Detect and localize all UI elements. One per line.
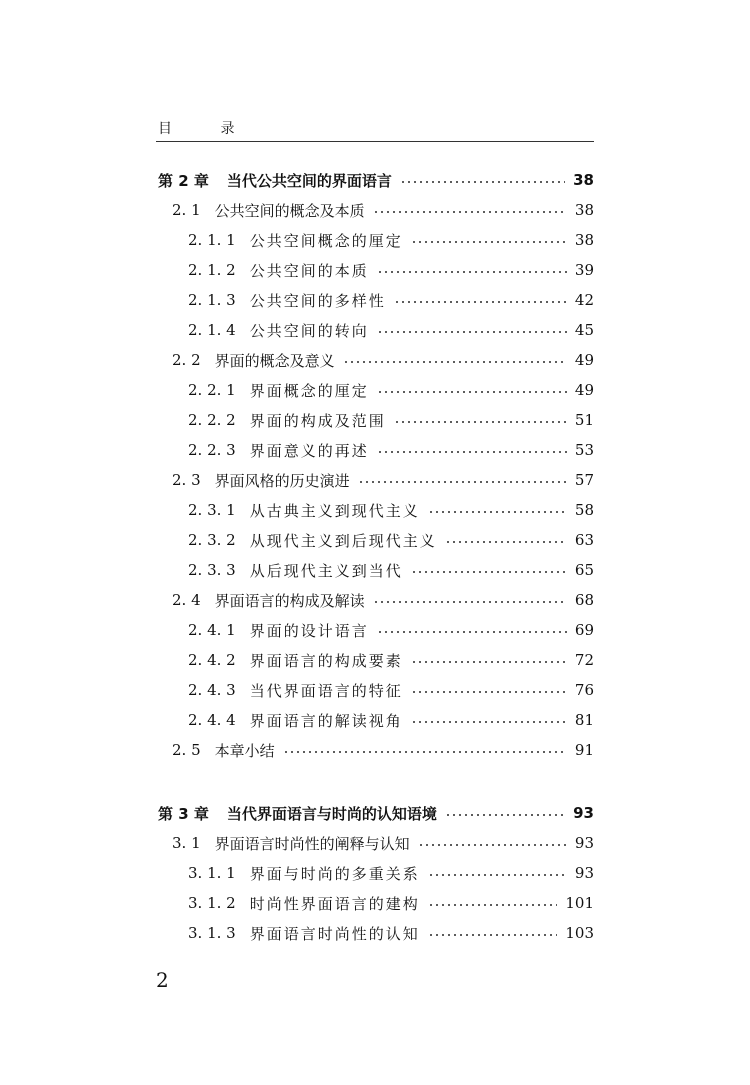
toc-subsection-row[interactable] (0, 918, 750, 948)
toc-entry-page: 38 (574, 231, 594, 249)
toc-subsection-row[interactable] (0, 555, 750, 585)
toc-subsection-row[interactable] (0, 525, 750, 555)
toc-entry-number: 2. 2 (172, 351, 201, 369)
toc-entry-title: 公共空间概念的厘定 (249, 231, 403, 250)
toc-subsection-row[interactable] (0, 495, 750, 525)
toc-entry-page: 58 (574, 501, 594, 519)
dot-leader (428, 904, 558, 906)
toc-entry-title: 界面的构成及范围 (249, 411, 386, 430)
toc-section-row[interactable] (0, 828, 750, 858)
toc-entry-title: 公共空间的多样性 (249, 291, 386, 310)
dot-leader (394, 301, 567, 303)
toc-chapter-row[interactable] (0, 798, 750, 828)
toc-entry-number: 3. 1. 1 (188, 864, 236, 882)
toc-entry-page: 49 (574, 381, 594, 399)
dot-leader (428, 934, 558, 936)
toc-entry-number: 2. 1. 1 (188, 231, 236, 249)
toc-entry-page: 49 (574, 351, 594, 369)
toc-entry-page: 45 (574, 321, 594, 339)
toc-entry-title: 界面语言时尚性的阐释与认知 (214, 834, 410, 853)
toc-entry-page: 93 (574, 864, 594, 882)
toc-subsection-row[interactable] (0, 435, 750, 465)
toc-entry-title: 界面意义的再述 (249, 441, 369, 460)
toc-subsection-row[interactable] (0, 858, 750, 888)
toc-entry-title: 公共空间的概念及本质 (214, 201, 365, 220)
toc-entry-page: 69 (574, 621, 594, 639)
dot-leader (411, 661, 567, 663)
toc-entry-title: 时尚性界面语言的建构 (249, 894, 420, 913)
toc-entry-number: 2. 4 (172, 591, 201, 609)
toc-entry-page: 81 (574, 711, 594, 729)
toc-entry-title: 界面语言时尚性的认知 (249, 924, 420, 943)
dot-leader (418, 844, 567, 846)
page-number: 2 (156, 968, 169, 992)
dot-leader (283, 751, 567, 753)
toc-entry-number: 2. 2. 1 (188, 381, 236, 399)
toc-subsection-row[interactable] (0, 405, 750, 435)
toc-entry-page: 38 (574, 201, 594, 219)
toc-entry-page: 38 (573, 171, 594, 189)
toc-entry-title: 公共空间的转向 (249, 321, 369, 340)
toc-entry-number: 2. 3. 3 (188, 561, 236, 579)
toc-entry-title: 界面与时尚的多重关系 (249, 864, 420, 883)
toc-subsection-row[interactable] (0, 888, 750, 918)
toc-entry-page: 72 (574, 651, 594, 669)
dot-leader (377, 451, 567, 453)
toc-entry-number: 2. 4. 2 (188, 651, 236, 669)
toc-entry-page: 93 (573, 804, 594, 822)
dot-leader (377, 631, 567, 633)
header-rule (156, 141, 594, 142)
toc-entry-number: 2. 2. 3 (188, 441, 236, 459)
toc-entry-title: 从古典主义到现代主义 (249, 501, 420, 520)
toc-entry-title: 界面语言的解读视角 (249, 711, 403, 730)
dot-leader (445, 814, 565, 816)
running-head: 目 录 (158, 121, 257, 137)
dot-leader (394, 421, 567, 423)
toc-subsection-row[interactable] (0, 645, 750, 675)
toc-entry-page: 42 (574, 291, 594, 309)
toc-entry-page: 101 (565, 894, 594, 912)
toc-entry-title: 当代界面语言的特征 (249, 681, 403, 700)
toc-entry-number: 3. 1 (172, 834, 201, 852)
dot-leader (377, 391, 567, 393)
toc-section-row[interactable] (0, 465, 750, 495)
toc-entry-number: 2. 3 (172, 471, 201, 489)
toc-entry-page: 63 (574, 531, 594, 549)
dot-leader (428, 511, 567, 513)
toc-entry-title: 界面的概念及意义 (214, 351, 335, 370)
toc-entry-number: 2. 1. 4 (188, 321, 236, 339)
toc-entry-page: 91 (574, 741, 594, 759)
dot-leader (373, 601, 567, 603)
toc-entry-number: 第 2 章 (158, 171, 209, 190)
toc-subsection-row[interactable] (0, 225, 750, 255)
toc-entry-title: 界面风格的历史演进 (214, 471, 350, 490)
toc-entry-page: 68 (574, 591, 594, 609)
toc-entry-title: 当代公共空间的界面语言 (226, 171, 392, 190)
dot-leader (411, 721, 567, 723)
toc-section-row[interactable] (0, 585, 750, 615)
toc-entry-number: 3. 1. 2 (188, 894, 236, 912)
toc-subsection-row[interactable] (0, 375, 750, 405)
toc-subsection-row[interactable] (0, 615, 750, 645)
dot-leader (400, 181, 565, 183)
toc-entry-number: 2. 1 (172, 201, 201, 219)
toc-entry-page: 76 (574, 681, 594, 699)
toc-entry-title: 界面语言的构成及解读 (214, 591, 365, 610)
toc-subsection-row[interactable] (0, 315, 750, 345)
toc-subsection-row[interactable] (0, 705, 750, 735)
toc-entry-number: 2. 3. 1 (188, 501, 236, 519)
toc-entry-number: 第 3 章 (158, 804, 209, 823)
dot-leader (377, 271, 567, 273)
dot-leader (411, 571, 567, 573)
toc-entry-number: 2. 4. 1 (188, 621, 236, 639)
toc-section-row[interactable] (0, 735, 750, 765)
toc-section-row[interactable] (0, 345, 750, 375)
toc-entry-number: 2. 1. 2 (188, 261, 236, 279)
dot-leader (343, 361, 567, 363)
toc-entry-title: 本章小结 (214, 741, 275, 760)
toc-entry-page: 103 (565, 924, 594, 942)
toc-entry-title: 从现代主义到后现代主义 (249, 531, 437, 550)
dot-leader (358, 481, 567, 483)
toc-section-row[interactable] (0, 195, 750, 225)
toc-entry-number: 3. 1. 3 (188, 924, 236, 942)
toc-entry-title: 当代界面语言与时尚的认知语境 (226, 804, 437, 823)
toc-entry-title: 界面的设计语言 (249, 621, 369, 640)
dot-leader (411, 241, 567, 243)
dot-leader (377, 331, 567, 333)
toc-entry-number: 2. 3. 2 (188, 531, 236, 549)
toc-entry-page: 57 (574, 471, 594, 489)
toc-entry-page: 39 (574, 261, 594, 279)
toc-entry-number: 2. 4. 4 (188, 711, 236, 729)
toc-entry-title: 从后现代主义到当代 (249, 561, 403, 580)
toc-entry-title: 公共空间的本质 (249, 261, 369, 280)
toc-entry-number: 2. 4. 3 (188, 681, 236, 699)
toc-entry-title: 界面概念的厘定 (249, 381, 369, 400)
toc-subsection-row[interactable] (0, 255, 750, 285)
dot-leader (373, 211, 567, 213)
toc-subsection-row[interactable] (0, 675, 750, 705)
toc-entry-page: 65 (574, 561, 594, 579)
toc-entry-number: 2. 2. 2 (188, 411, 236, 429)
toc-entry-page: 51 (574, 411, 594, 429)
toc-entry-number: 2. 5 (172, 741, 201, 759)
toc-entry-number: 2. 1. 3 (188, 291, 236, 309)
toc-entry-title: 界面语言的构成要素 (249, 651, 403, 670)
toc-chapter-row[interactable] (0, 165, 750, 195)
toc-entry-page: 93 (574, 834, 594, 852)
toc-entry-page: 53 (574, 441, 594, 459)
dot-leader (411, 691, 567, 693)
dot-leader (428, 874, 567, 876)
toc-subsection-row[interactable] (0, 285, 750, 315)
dot-leader (445, 541, 567, 543)
